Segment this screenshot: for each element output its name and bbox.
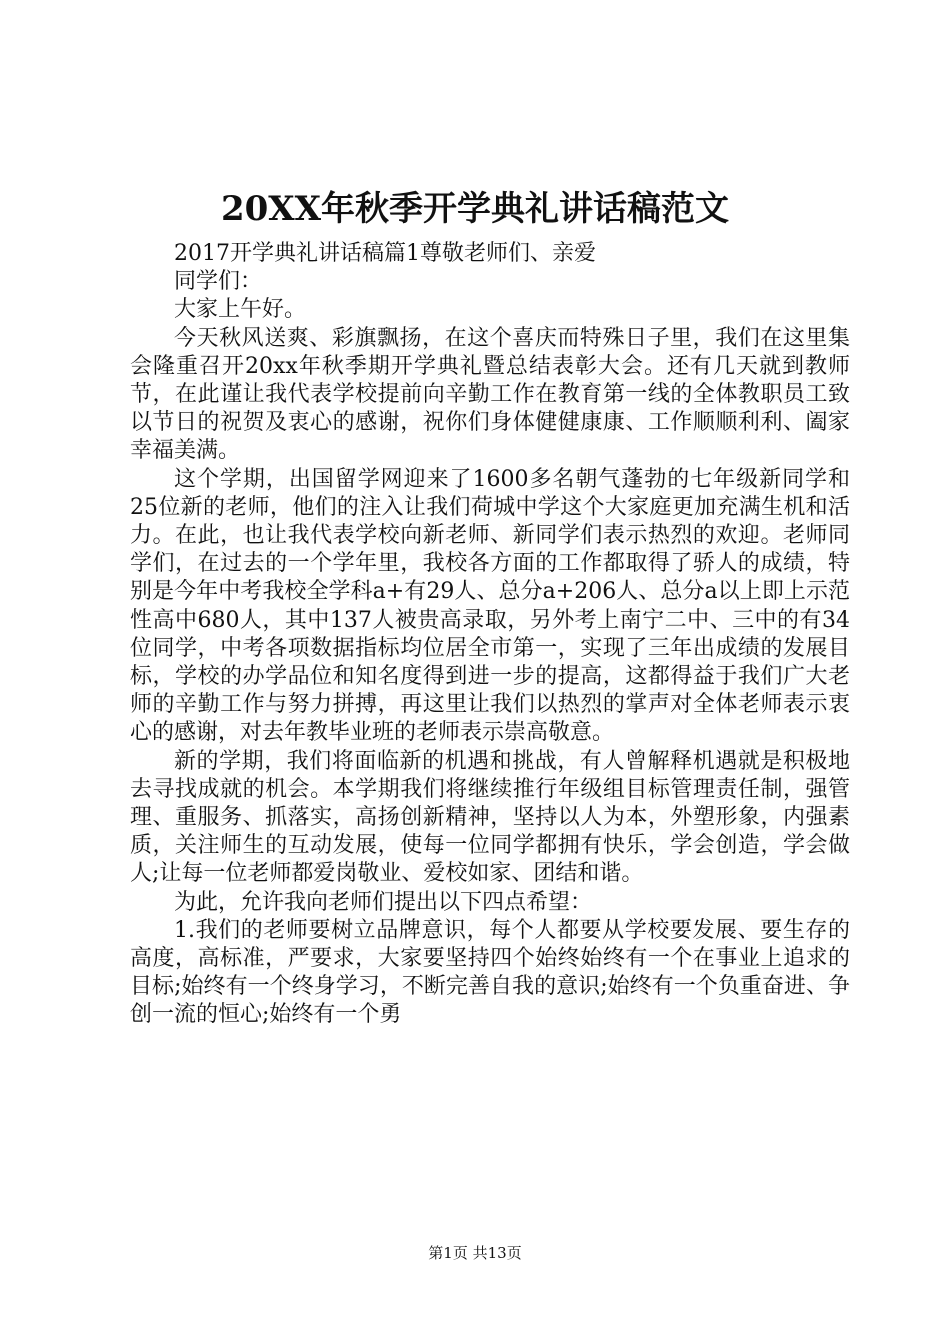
paragraph-3: 大家上午好。 <box>174 297 307 323</box>
page-number-footer: 第1页 共13页 <box>428 1244 522 1262</box>
document-title: 20XX年秋季开学典礼讲话稿范文 <box>220 189 730 229</box>
paragraph-4: 今天秋风送爽、彩旗飘扬，在这个喜庆而特殊日子里，我们在这里集会隆重召开20xx年秋季期开学典礼暨总结表彰大会。还有几天就到教师节，在此谨让我代表学校提前向辛勤工作在教育第一线的全体教职员工致以节日的祝贺及衷心的感谢，祝你们身体健健康康、工作顺顺利利、阖家幸福美满。 <box>130 325 850 464</box>
paragraph-7: 为此，允许我向老师们提出以下四点希望： <box>174 889 593 915</box>
paragraph-8: 1.我们的老师要树立品牌意识，每个人都要从学校要发展、要生存的高度，高标准，严要求，大家要坚持四个始终始终有一个在事业上追求的目标;始终有一个终身学习，不断完善自我的意识;始终有一个负重奋进、争创一流的恒心;始终有一个勇 <box>130 917 850 1028</box>
paragraph-2: 同学们： <box>174 269 263 295</box>
paragraph-5: 这个学期，出国留学网迎来了1600多名朝气蓬勃的七年级新同学和25位新的老师，他们的注入让我们荷城中学这个大家庭更加充满生机和活力。在此，也让我代表学校向新老师、新同学们表示热烈的欢迎。老师同学们，在过去的一个学年里，我校各方面的工作都取得了骄人的成绩，特别是今年中考我校全学科a+有29人、总分a+206人、总分a以上即上示范性高中680人，其中137人被贵高录取，另外考上南宁二中、三中的有34位同学，中考各项数据指标均位居全市第一，实现了三年出成绩的发展目标，学校的办学品位和知名度得到进一步的提高，这都得益于我们广大老师的辛勤工作与努力拼搏，再这里让我们以热烈的掌声对全体老师表示衷心的感谢，对去年教毕业班的老师表示崇高敬意。 <box>130 466 850 746</box>
document-body <box>130 240 850 1030</box>
paragraph-6: 新的学期，我们将面临新的机遇和挑战，有人曾解释机遇就是积极地去寻找成就的机会。本学期我们将继续推行年级组目标管理责任制，强管理、重服务、抓落实，高扬创新精神，坚持以人为本，外塑形象，内强素质，关注师生的互动发展，使每一位同学都拥有快乐，学会创造，学会做人;让每一位老师都爱岗敬业、爱校如家、团结和谐。 <box>130 748 850 887</box>
paragraph-1: 2017开学典礼讲话稿篇1尊敬老师们、亲爱 <box>174 241 596 266</box>
